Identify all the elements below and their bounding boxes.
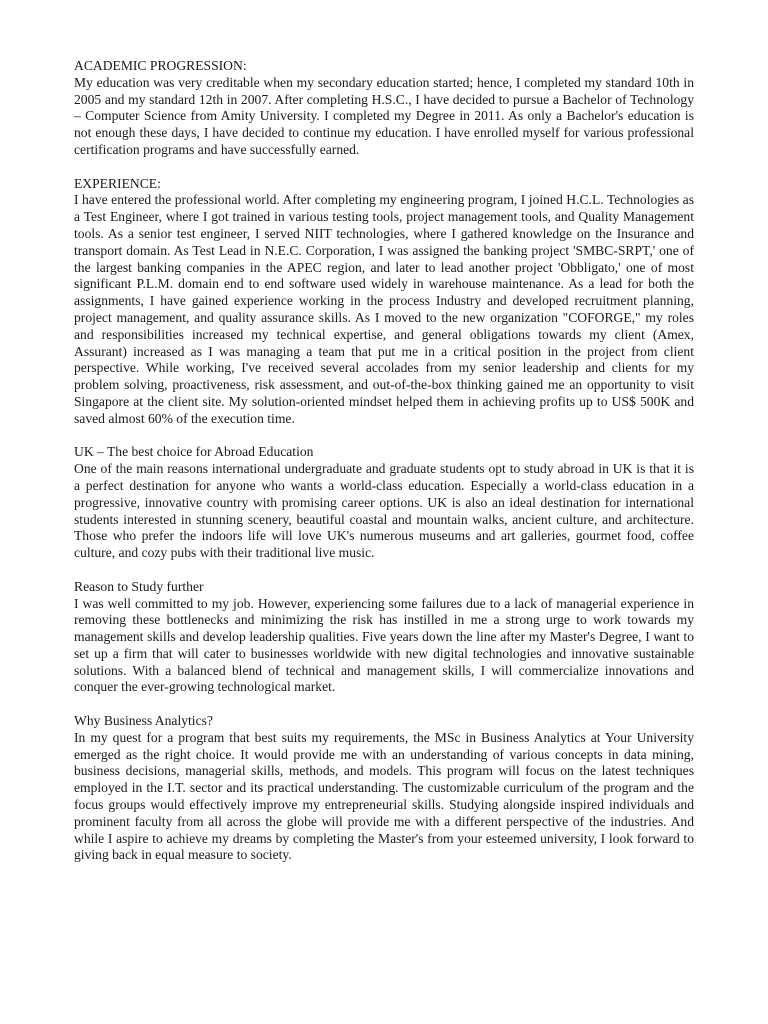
section-body: I was well committed to my job. However, experiencing some failures due to a lack of managerial experience in removing these bottlenecks and minimizing the risk has instilled in me a strong urge to work towards my management skills and develop leadership qualities. Five years down the line after my Master's Degree, I want to set up a firm that will cater to businesses worldwide with new digital technologies and innovative sustainable solutions. With a balanced blend of technical and management skills, I will commercialize innovations and conquer the ever-growing technological market. (74, 595, 694, 695)
section-body: I have entered the professional world. After completing my engineering program, I joined H.C.L. Technologies as a Test Engineer, where I got trained in various testing tools, project management tools, and Quality Management tools. As a senior test engineer, I served NIIT technologies, where I gathered knowledge on the Insurance and transport domain. As Test Lead in N.E.C. Corporation, I was assigned the banking project 'SMBC-SRPT,' one of the largest banking companies in the APEC region, and later to lead another project 'Obbligato,' one of most significant P.L.M. domain end to end software used widely in warehouse maintenance. As a lead for both the assignments, I have gained experience working in the process Industry and developed recruitment planning, project management, and quality assurance skills. As I moved to the new organization "COFORGE," my roles and responsibilities increased my technical expertise, and general obligations towards my client (Amex, Assurant) increased as I was managing a team that put me in a critical position in the project from client perspective. While working, I've received several accolades from my senior leadership and clients for my problem solving, proactiveness, risk assessment, and out-of-the-box thinking gained me an opportunity to visit Singapore at the client site. My solution-oriented mindset helped them in achieving profits up to US$ 500K and saved almost 60% of the execution time. (74, 192, 694, 426)
section-experience (74, 176, 694, 428)
section-heading: UK – The best choice for Abroad Education (74, 444, 314, 460)
section-uk-best-choice (74, 444, 694, 562)
section-body: In my quest for a program that best suits my requirements, the MSc in Business Analytics at Your University emerged as the right choice. It would provide me with an understanding of various concepts in data mining, business decisions, managerial skills, methods, and models. This program will focus on the latest techniques employed in the I.T. sector and its practical understanding. The customizable curriculum of the program and the focus groups would effectively improve my entrepreneurial skills. Studying alongside inspired individuals and prominent faculty from all across the globe will provide me with a different perspective of the industries. And while I aspire to achieve my dreams by completing the Master's from your esteemed university, I look forward to giving back in equal measure to society. (74, 729, 694, 863)
section-body: My education was very creditable when my secondary education started; hence, I completed my standard 10th in 2005 and my standard 12th in 2007. After completing H.S.C., I have decided to pursue a Bachelor of Technology – Computer Science from Amity University. I completed my Degree in 2011. As only a Bachelor's education is not enough these days, I have decided to continue my education. I have enrolled myself for various professional certification programs and have successfully earned. (74, 74, 694, 157)
section-heading: Why Business Analytics? (74, 713, 213, 729)
section-heading: ACADEMIC PROGRESSION: (74, 58, 247, 73)
section-academic-progression (74, 58, 694, 159)
section-body: One of the main reasons international undergraduate and graduate students opt to study abroad in UK is that it is a perfect destination for anyone who wants a world-class education. Especially a world-class education in a progressive, innovative country with promising career options. UK is also an ideal destination for international students interested in stunning scenery, beautiful coastal and mountain walks, ancient culture, and architecture. Those who prefer the indoors life will love UK's numerous museums and art galleries, gourmet food, coffee culture, and cozy pubs with their traditional live music. (74, 461, 694, 561)
section-heading: Reason to Study further (74, 578, 204, 594)
document-page (74, 58, 694, 881)
section-reason-to-study (74, 579, 694, 697)
section-heading: EXPERIENCE: (74, 175, 161, 191)
section-why-business-analytics (74, 713, 694, 864)
